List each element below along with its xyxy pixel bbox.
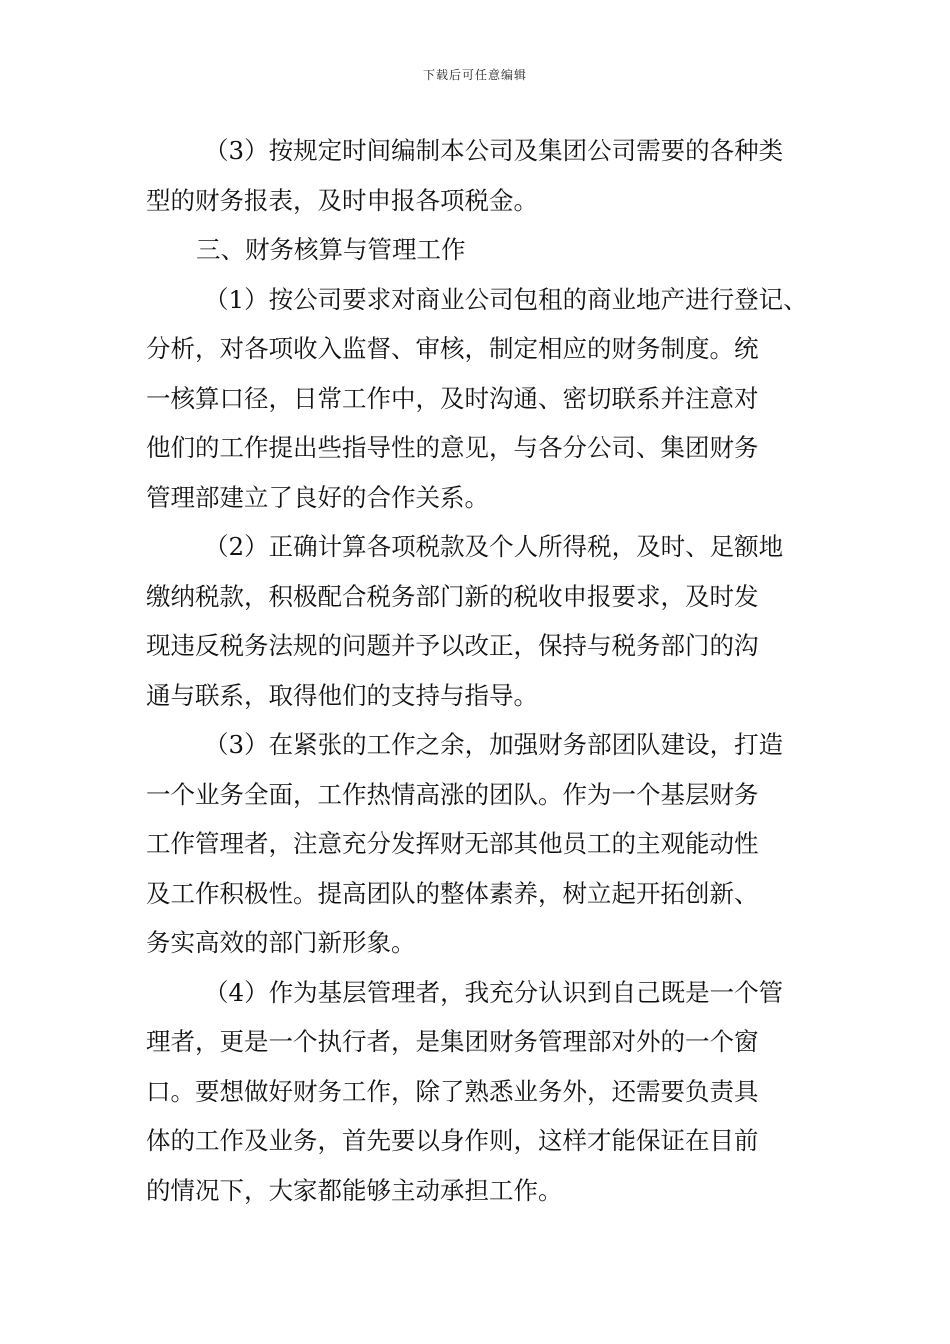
text-line: 口。要想做好财务工作，除了熟悉业务外，还需要负责具 — [146, 1076, 759, 1106]
text-line: （3）在紧张的工作之余，加强财务部团队建设，打造 — [204, 730, 784, 759]
text-line: 通与联系，取得他们的支持与指导。 — [146, 680, 538, 710]
section-heading: 三、财务核算与管理工作 — [196, 235, 466, 264]
text-line: 分析，对各项收入监督、审核，制定相应的财务制度。统 — [146, 334, 759, 363]
text-line: 他们的工作提出些指导性的意见，与各分公司、集团财务 — [146, 433, 759, 462]
header-note: 下载后可任意编辑 — [422, 68, 527, 82]
text-line: （4）作为基层管理者，我充分认识到自己既是一个管 — [204, 977, 784, 1007]
text-line: （2）正确计算各项税款及个人所得税，及时、足额地 — [204, 532, 784, 561]
text-line: 管理部建立了良好的合作关系。 — [146, 482, 489, 512]
text-line: 的情况下，大家都能够主动承担工作。 — [146, 1175, 563, 1205]
document-body — [146, 126, 836, 1215]
text-line: 现违反税务法规的问题并予以改正，保持与税务部门的沟 — [146, 631, 759, 660]
text-line: 及工作积极性。提高团队的整体素养，树立起开拓创新、 — [146, 878, 759, 908]
text-line: 一个业务全面，工作热情高涨的团队。作为一个基层财务 — [146, 779, 759, 809]
text-line: 型的财务报表，及时申报各项税金。 — [146, 185, 538, 215]
text-line: （3）按规定时间编制本公司及集团公司需要的各种类 — [204, 136, 784, 165]
text-line: （1）按公司要求对商业公司包租的商业地产进行登记、 — [204, 284, 808, 314]
text-line: 一核算口径，日常工作中，及时沟通、密切联系并注意对 — [146, 383, 759, 413]
text-line: 理者，更是一个执行者，是集团财务管理部对外的一个窗 — [146, 1027, 759, 1056]
text-line: 缴纳税款，积极配合税务部门新的税收申报要求，及时发 — [146, 581, 759, 611]
text-line: 体的工作及业务，首先要以身作则，这样才能保证在目前 — [146, 1126, 759, 1155]
text-line: 务实高效的部门新形象。 — [146, 928, 416, 957]
text-line: 工作管理者，注意充分发挥财无部其他员工的主观能动性 — [146, 829, 759, 858]
